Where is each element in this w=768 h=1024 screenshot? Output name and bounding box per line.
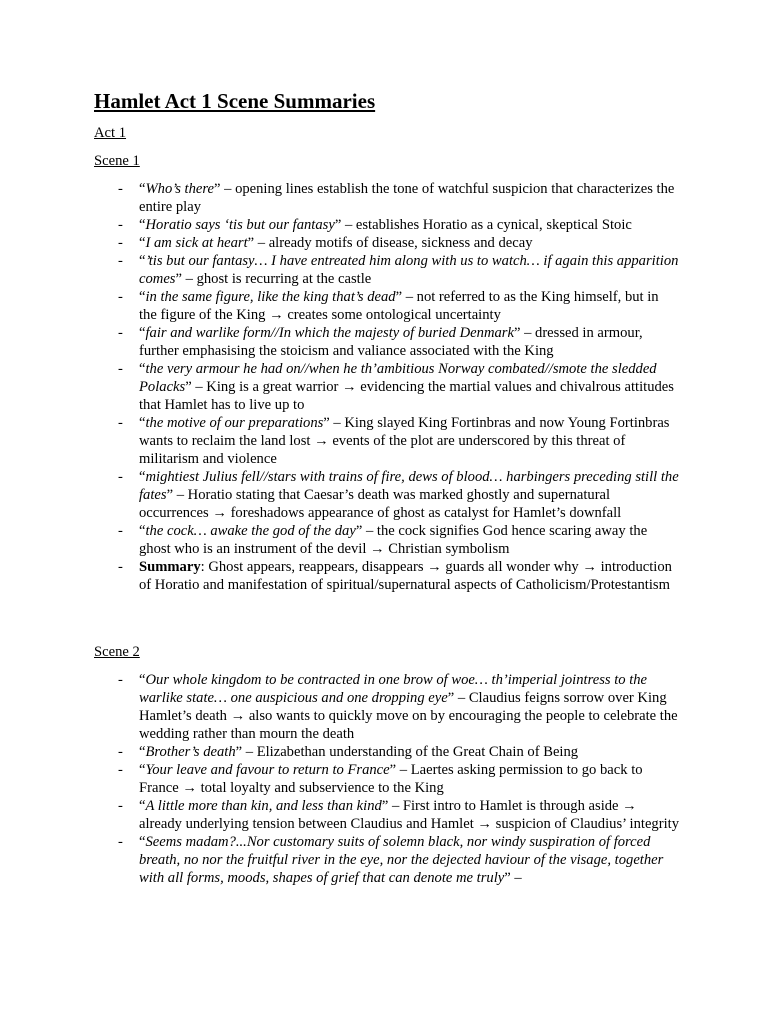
quote: fair and warlike form//In which the majesty of buried Denmark <box>145 325 514 341</box>
commentary: – Horatio stating that Caesar’s death was marked ghostly and supernatural occurrences → foreshadows appearance of ghost as catalyst for Hamlet’s downfall <box>139 487 622 521</box>
commentary: – Laertes asking permission to go back to France → total loyalty and subservience to the King <box>139 762 643 796</box>
quote: the motive of our preparations <box>145 415 324 431</box>
commentary: – King slayed King Fortinbras and now Young Fortinbras wants to reclaim the land lost → events of the plot are underscored by this threat of militarism and violence <box>139 415 670 467</box>
commentary: – Claudius feigns sorrow over King Hamlet’s death → also wants to quickly move on by encouraging the people to celebrate the wedding rather than mourn the death <box>139 690 678 742</box>
list-item: - “mightiest Julius fell//stars with trains of fire, dews of blood… harbingers preceding still the fates” – Horatio stating that Caesar’s death was marked ghostly and supernatural occurrences → foreshadows appearance of ghost as catalyst for Hamlet’s downfall <box>0 468 768 522</box>
commentary: – dressed in armour, further emphasising the stoicism and valiance associated with the King <box>139 325 643 359</box>
commentary: – establishes Horatio as a cynical, skeptical Stoic <box>341 217 632 233</box>
list-item: - “Who’s there” – opening lines establish the tone of watchful suspicion that characterizes the entire play <box>0 180 768 216</box>
scene-2-heading: Scene 2 <box>94 644 140 660</box>
commentary: – opening lines establish the tone of watchful suspicion that characterizes the entire play <box>139 181 675 215</box>
list-item: - “the motive of our preparations” – King slayed King Fortinbras and now Young Fortinbras wants to reclaim the land lost → events of the plot are underscored by this threat of militarism and violence <box>0 414 768 468</box>
list-item: - “in the same figure, like the king that’s dead” – not referred to as the King himself, but in the figure of the King → creates some ontological uncertainty <box>0 288 768 324</box>
commentary: – Elizabethan understanding of the Great Chain of Being <box>242 744 579 760</box>
commentary: – ghost is recurring at the castle <box>181 271 372 287</box>
scene-1-heading: Scene 1 <box>94 153 140 169</box>
summary-item <box>0 558 768 594</box>
act-heading: Act 1 <box>94 125 127 141</box>
list-item: - “the cock… awake the god of the day” – the cock signifies God hence scaring away the ghost who is an instrument of the devil → Christian symbolism <box>0 522 768 558</box>
list-item: - “Brother’s death” – Elizabethan understanding of the Great Chain of Being <box>0 743 768 761</box>
list-item: - “Our whole kingdom to be contracted in one brow of woe… th’imperial jointress to the warlike state… one auspicious and one dropping eye” – Claudius feigns sorrow over King Hamlet’s death → also wants to quickly move on by encouraging the people to celebrate the wedding rather than mourn the death <box>0 671 768 743</box>
commentary: – already motifs of disease, sickness and decay <box>254 235 533 251</box>
quote: ’tis but our fantasy… I have entreated him along with us to watch… if again this apparition comes <box>139 253 679 287</box>
commentary: – King is a great warrior → evidencing the martial values and chivalrous attitudes that Hamlet has to live up to <box>139 379 674 413</box>
quote: I am sick at heart <box>145 235 248 251</box>
quote: Horatio says ‘tis but our fantasy <box>145 217 335 233</box>
list-item: - “Horatio says ‘tis but our fantasy” – establishes Horatio as a cynical, skeptical Stoic <box>0 216 768 234</box>
list-item: - “fair and warlike form//In which the majesty of buried Denmark” – dressed in armour, further emphasising the stoicism and valiance associated with the King <box>0 324 768 360</box>
quote: A little more than kin, and less than kind <box>145 798 382 814</box>
quote: in the same figure, like the king that’s dead <box>145 289 396 305</box>
list-item: - “A little more than kin, and less than kind” – First intro to Hamlet is through aside → already underlying tension between Claudius and Hamlet → suspicion of Claudius’ integrity <box>0 797 768 833</box>
quote: mightiest Julius fell//stars with trains of fire, dews of blood… harbingers preceding still the fates <box>139 469 679 503</box>
list-item: - “’tis but our fantasy… I have entreated him along with us to watch… if again this apparition comes” – ghost is recurring at the castle <box>0 252 768 288</box>
commentary: – the cock signifies God hence scaring away the ghost who is an instrument of the devil → Christian symbolism <box>139 523 648 557</box>
commentary: – First intro to Hamlet is through aside → already underlying tension between Claudius and Hamlet → suspicion of Claudius’ integrity <box>139 798 679 832</box>
list-item: - “Seems madam?...Nor customary suits of solemn black, nor windy suspiration of forced breath, no nor the fruitful river in the eye, nor the dejected haviour of the visage, together with all forms, moods, shapes of grief that can denote me truly” – <box>0 833 768 887</box>
list-item: - “the very armour he had on//when he th’ambitious Norway combated//smote the sledded Polacks” – King is a great warrior → evidencing the martial values and chivalrous attitudes that Hamlet has to live up to <box>0 360 768 414</box>
quote: Seems madam?...Nor customary suits of solemn black, nor windy suspiration of forced breath, no nor the fruitful river in the eye, nor the dejected haviour of the visage, together with all forms, moods, shapes of grief that can denote me truly <box>139 834 664 886</box>
commentary: – not referred to as the King himself, but in the figure of the King → creates some ontological uncertainty <box>139 289 659 323</box>
quote: Our whole kingdom to be contracted in one brow of woe… th’imperial jointress to the warlike state… one auspicious and one dropping eye <box>139 672 648 706</box>
scene-1-list <box>0 180 768 594</box>
quote: the very armour he had on//when he th’ambitious Norway combated//smote the sledded Polacks <box>139 361 657 395</box>
document-title: Hamlet Act 1 Scene Summaries <box>94 89 376 113</box>
commentary: – <box>510 870 522 886</box>
list-item: - “I am sick at heart” – already motifs of disease, sickness and decay <box>0 234 768 252</box>
scene-2-list <box>0 671 768 887</box>
quote: the cock… awake the god of the day <box>145 523 356 539</box>
quote: Who’s there <box>145 181 214 197</box>
list-item: - “Your leave and favour to return to France” – Laertes asking permission to go back to France → total loyalty and subservience to the King <box>0 761 768 797</box>
summary-label: Summary <box>139 559 201 575</box>
quote: Brother’s death <box>145 744 236 760</box>
quote: Your leave and favour to return to France <box>145 762 390 778</box>
summary-text: : Ghost appears, reappears, disappears → guards all wonder why → introduction of Horatio and manifestation of spiritual/supernatural aspects of Catholicism/Protestantism <box>139 559 672 593</box>
